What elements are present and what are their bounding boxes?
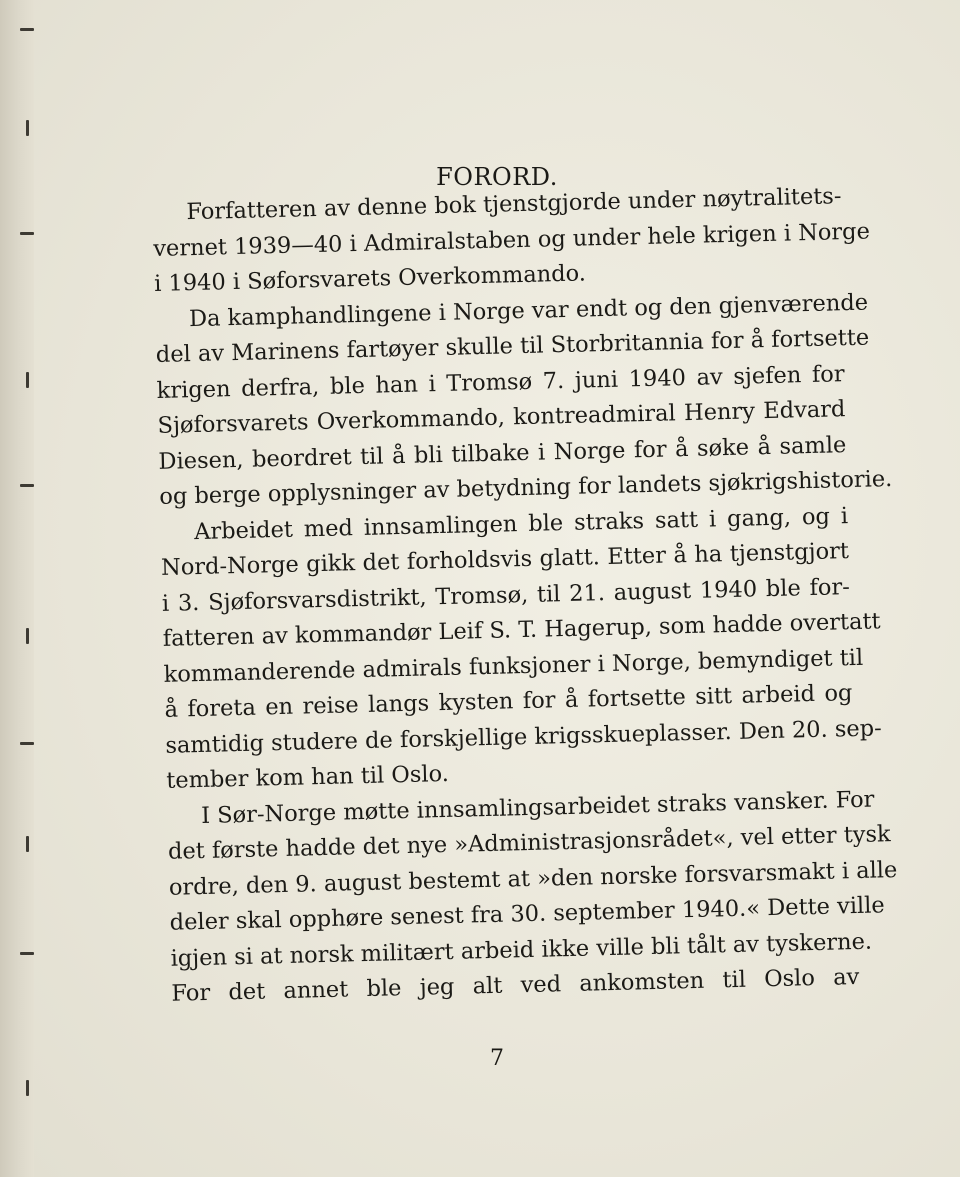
binding-stitch [26, 836, 29, 852]
binding-stitch [26, 120, 29, 136]
book-gutter [0, 0, 35, 1177]
text-line: I Sør-Norge møtte innsamlingsarbeidet straks vansker. For [200, 786, 875, 829]
text-line: deler skal opphøre senest fra 30. september 1940.« Dette ville [169, 892, 885, 936]
text-line: fatteren av kommandør Leif S. T. Hagerup, som hadde overtatt [162, 608, 881, 652]
text-line: i 3. Sjøforsvarsdistrikt, Tromsø, til 21. august 1940 ble for- [161, 573, 851, 617]
book-page [34, 0, 960, 1177]
binding-stitch [20, 232, 34, 235]
text-line: samtidig studere de forskjellige krigsskueplasser. Den 20. sep- [165, 714, 883, 759]
page-heading: FORORD. [436, 163, 558, 191]
binding-stitch [26, 1080, 29, 1096]
text-line: Diesen, beordret til å bli tilbake i Norge for å søke å samle [158, 431, 847, 475]
text-line: igjen si at norsk militært arbeid ikke ville bli tålt av tyskerne. [170, 928, 873, 972]
text-line: ordre, den 9. august bestemt at »den norske forsvarsmakt i alle [168, 856, 898, 901]
binding-stitch [20, 484, 34, 487]
body-text [152, 179, 898, 1012]
binding-stitch [20, 742, 34, 745]
binding-stitch [26, 372, 29, 388]
text-line: Arbeidet med innsamlingen ble straks satt i gang, og i [193, 502, 849, 545]
text-line: Forfatteren av denne bok tjenstgjorde under nøytralitets- [186, 183, 842, 226]
text-line: kommanderende admirals funksjoner i Norge, bemyndiget til [163, 644, 864, 688]
text-line: og berge opplysninger av betydning for landets sjøkrigshistorie. [159, 466, 893, 510]
binding-stitch [20, 28, 34, 31]
text-line: Sjøforsvarets Overkommando, kontreadmiral Henry Edvard [157, 396, 846, 439]
text-line: å foreta en reise langs kysten for å fortsette sitt arbeid og [164, 680, 853, 723]
text-line: krigen derfra, ble han i Tromsø 7. juni 1940 av sjefen for [156, 360, 845, 404]
text-line: i 1940 i Søforsvarets Overkommando. [153, 260, 587, 297]
binding-stitch [26, 628, 29, 644]
text-line: tember kom han til Oslo. [165, 760, 450, 794]
text-line: For det annet ble jeg alt ved ankomsten til Oslo av [171, 963, 860, 1007]
text-line: Nord-Norge gikk det forholdsvis glatt. Etter å ha tjenstgjort [160, 538, 850, 581]
page-number: 7 [490, 1046, 504, 1071]
text-line: det første hadde det nye »Administrasjonsrådet«, vel etter tysk [167, 821, 891, 865]
text-line: vernet 1939—40 i Admiralstaben og under hele krigen i Norge [152, 217, 871, 262]
binding-stitch [20, 952, 34, 955]
text-line: del av Marinens fartøyer skulle til Storbritannia for å fortsette [155, 324, 870, 368]
text-line: Da kamphandlingene i Norge var endt og den gjenværende [188, 289, 869, 332]
